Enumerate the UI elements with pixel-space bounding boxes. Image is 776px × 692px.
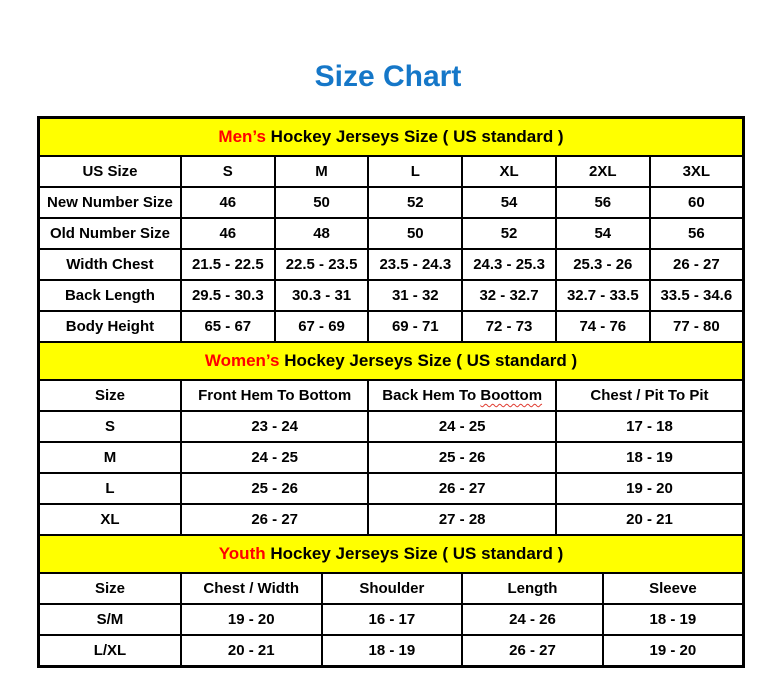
men-banner-rest: Hockey Jerseys Size ( US standard ) (265, 127, 564, 146)
women-row-l (39, 473, 744, 504)
table-cell: 18 - 19 (603, 604, 744, 635)
row-label: Back Length (39, 280, 181, 311)
men-row-new-number-size (39, 187, 744, 218)
women-section-banner (39, 342, 744, 380)
youth-banner-row (39, 535, 744, 573)
table-cell: 46 (181, 187, 275, 218)
men-banner-row (39, 118, 744, 157)
table-cell: 52 (462, 218, 556, 249)
youth-header-row (39, 573, 744, 604)
men-column-header-m: M (275, 156, 369, 187)
table-cell: 46 (181, 218, 275, 249)
table-cell: 20 - 21 (181, 635, 322, 667)
table-cell: 29.5 - 30.3 (181, 280, 275, 311)
table-cell: 48 (275, 218, 369, 249)
men-column-header-us-size: US Size (39, 156, 181, 187)
youth-section-banner (39, 535, 744, 573)
table-cell: 17 - 18 (556, 411, 744, 442)
table-cell: 32 - 32.7 (462, 280, 556, 311)
men-section-banner (39, 118, 744, 157)
table-cell: 20 - 21 (556, 504, 744, 535)
table-cell: 23.5 - 24.3 (368, 249, 462, 280)
men-column-header-s: S (181, 156, 275, 187)
row-label: XL (39, 504, 181, 535)
women-banner-rest: Hockey Jerseys Size ( US standard ) (279, 351, 578, 370)
table-cell: 24 - 25 (181, 442, 369, 473)
table-cell: 23 - 24 (181, 411, 369, 442)
table-cell: 67 - 69 (275, 311, 369, 342)
table-cell: 50 (368, 218, 462, 249)
youth-banner-rest: Hockey Jerseys Size ( US standard ) (265, 544, 564, 563)
table-cell: 32.7 - 33.5 (556, 280, 650, 311)
back-hem-misspelled-word: Boottom (480, 387, 543, 404)
table-cell: 25 - 26 (368, 442, 556, 473)
table-cell: 18 - 19 (556, 442, 744, 473)
table-cell: 77 - 80 (650, 311, 744, 342)
row-label: Body Height (39, 311, 181, 342)
table-cell: 72 - 73 (462, 311, 556, 342)
youth-banner-highlight: Youth (218, 544, 266, 563)
table-cell: 60 (650, 187, 744, 218)
row-label: M (39, 442, 181, 473)
size-chart-table (37, 116, 745, 668)
table-cell: 31 - 32 (368, 280, 462, 311)
table-cell: 26 - 27 (650, 249, 744, 280)
table-cell: 18 - 19 (322, 635, 463, 667)
youth-row-sm (39, 604, 744, 635)
men-column-header-l: L (368, 156, 462, 187)
table-cell: 24.3 - 25.3 (462, 249, 556, 280)
women-row-xl (39, 504, 744, 535)
table-cell: 69 - 71 (368, 311, 462, 342)
women-banner-highlight: Women’s (204, 351, 280, 370)
youth-row-lxl (39, 635, 744, 667)
youth-column-header-chest-width: Chest / Width (181, 573, 322, 604)
men-column-header-2xl: 2XL (556, 156, 650, 187)
women-column-header-size: Size (39, 380, 181, 411)
women-column-header-chest: Chest / Pit To Pit (556, 380, 744, 411)
women-header-row (39, 380, 744, 411)
row-label: S (39, 411, 181, 442)
women-section (39, 342, 744, 535)
men-column-header-xl: XL (462, 156, 556, 187)
table-cell: 50 (275, 187, 369, 218)
youth-column-header-shoulder: Shoulder (322, 573, 463, 604)
men-header-row (39, 156, 744, 187)
row-label: Width Chest (39, 249, 181, 280)
men-row-width-chest (39, 249, 744, 280)
table-cell: 25 - 26 (181, 473, 369, 504)
women-column-header-back-hem (368, 380, 556, 411)
table-cell: 19 - 20 (181, 604, 322, 635)
youth-column-header-sleeve: Sleeve (603, 573, 744, 604)
table-cell: 19 - 20 (556, 473, 744, 504)
table-cell: 19 - 20 (603, 635, 744, 667)
row-label: L (39, 473, 181, 504)
men-section (39, 118, 744, 343)
table-cell: 25.3 - 26 (556, 249, 650, 280)
table-cell: 30.3 - 31 (275, 280, 369, 311)
table-cell: 16 - 17 (322, 604, 463, 635)
row-label: Old Number Size (39, 218, 181, 249)
table-cell: 26 - 27 (368, 473, 556, 504)
table-cell: 56 (556, 187, 650, 218)
table-cell: 56 (650, 218, 744, 249)
table-cell: 21.5 - 22.5 (181, 249, 275, 280)
table-cell: 74 - 76 (556, 311, 650, 342)
table-cell: 52 (368, 187, 462, 218)
table-cell: 24 - 25 (368, 411, 556, 442)
men-row-back-length (39, 280, 744, 311)
men-row-body-height (39, 311, 744, 342)
row-label: S/M (39, 604, 181, 635)
youth-section (39, 535, 744, 667)
men-column-header-3xl: 3XL (650, 156, 744, 187)
page-title: Size Chart (314, 60, 462, 93)
table-cell: 22.5 - 23.5 (275, 249, 369, 280)
women-banner-row (39, 342, 744, 380)
women-column-header-front-hem: Front Hem To Bottom (181, 380, 369, 411)
table-cell: 33.5 - 34.6 (650, 280, 744, 311)
row-label: L/XL (39, 635, 181, 667)
women-row-s (39, 411, 744, 442)
men-banner-highlight: Men’s (218, 127, 266, 146)
row-label: New Number Size (39, 187, 181, 218)
youth-column-header-size: Size (39, 573, 181, 604)
table-cell: 24 - 26 (462, 604, 603, 635)
table-cell: 65 - 67 (181, 311, 275, 342)
table-cell: 54 (462, 187, 556, 218)
table-cell: 54 (556, 218, 650, 249)
women-row-m (39, 442, 744, 473)
youth-column-header-length: Length (462, 573, 603, 604)
table-cell: 26 - 27 (462, 635, 603, 667)
back-hem-header-prefix: Back Hem To (382, 387, 481, 404)
table-cell: 26 - 27 (181, 504, 369, 535)
men-row-old-number-size (39, 218, 744, 249)
table-cell: 27 - 28 (368, 504, 556, 535)
